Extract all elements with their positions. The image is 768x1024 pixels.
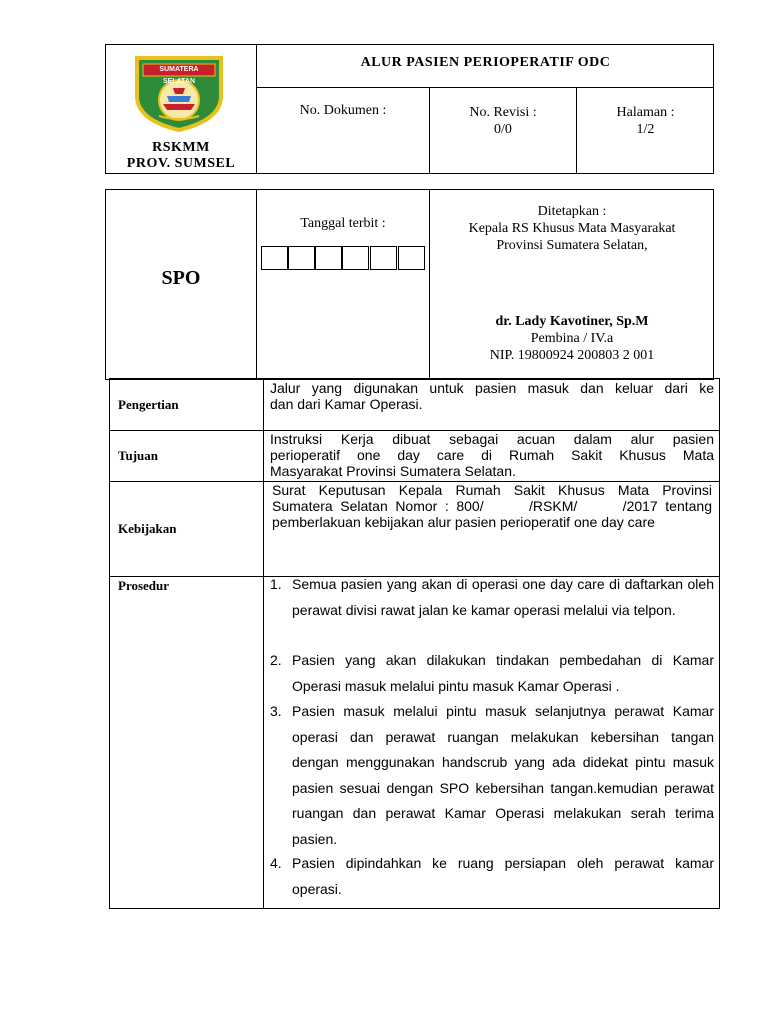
approval-label: Ditetapkan :: [537, 204, 607, 219]
procedure-item: [270, 648, 714, 699]
procedure-item: [270, 851, 714, 902]
date-cell: [261, 246, 288, 270]
spo-label: SPO: [161, 267, 201, 289]
tujuan-text-line1: Instruksi Kerja dibuat sebagai acuan dalam alur pasien: [270, 431, 714, 447]
procedure-text: Pasien masuk melalui pintu masuk selanjutnya perawat Kamar operasi dan perawat ruangan melakukan kebersihan tangan dengan menggunakan handscrub yang ada didekat pintu masuk pasien sesuai dengan SPO kebersihan tangan.kemudian perawat ruangan dan perawat Kamar Operasi melakukan serah terima pasien.: [292, 703, 714, 847]
org-name: RSKMM: [152, 140, 210, 155]
approver-title-line1: Kepala RS Khusus Mata Masyarakat: [468, 221, 676, 236]
date-cell: [288, 246, 315, 270]
pengertian-text-line2: dan dari Kamar Operasi.: [270, 396, 423, 412]
logo-text: SUMATERA SELATAN: [159, 66, 199, 85]
doc-number-label: No. Dokumen :: [299, 103, 387, 118]
approver-name: dr. Lady Kavotiner, Sp.M: [495, 314, 649, 329]
approver-rank: Pembina / IV.a: [530, 331, 614, 346]
hospital-logo: [133, 52, 225, 132]
procedure-number: 4.: [270, 855, 282, 871]
approver-nip: NIP. 19800924 200803 2 001: [489, 348, 655, 363]
procedure-item: [270, 699, 714, 852]
date-cell: [342, 246, 369, 270]
prosedur-label: Prosedur: [118, 578, 170, 593]
date-cell: [370, 246, 397, 270]
procedure-text: Semua pasien yang akan di operasi one day care di daftarkan oleh perawat divisi rawat jalan ke kamar operasi melalui via telpon.: [292, 576, 714, 618]
procedure-number: 2.: [270, 652, 282, 668]
org-province: PROV. SUMSEL: [126, 156, 236, 171]
kebijakan-text-line3: pemberlakuan kebijakan alur pasien perioperatif one day care: [272, 514, 655, 530]
date-cell: [398, 246, 425, 270]
issue-date-label: Tanggal terbit :: [300, 216, 386, 231]
kebijakan-label: Kebijakan: [118, 521, 177, 536]
procedure-number: 1.: [270, 576, 282, 592]
approver-title-line2: Provinsi Sumatera Selatan,: [496, 238, 648, 253]
kebijakan-text-line2: Sumatera Selatan Nomor : 800/ /RSKM/ /2017 tentang: [272, 498, 712, 514]
pengertian-label: Pengertian: [118, 397, 179, 412]
divider: [263, 378, 264, 909]
divider: [256, 87, 714, 88]
revision-value: 0/0: [494, 122, 512, 137]
document-title: ALUR PASIEN PERIOPERATIF ODC: [360, 55, 611, 70]
procedure-number: 3.: [270, 703, 282, 719]
procedure-text: Pasien dipindahkan ke ruang persiapan oleh perawat kamar operasi.: [292, 855, 714, 897]
procedure-text: Pasien yang akan dilakukan tindakan pembedahan di Kamar Operasi masuk melalui pintu masuk Kamar Operasi .: [292, 652, 714, 694]
page-label: Halaman :: [616, 105, 675, 120]
pengertian-text-line1: Jalur yang digunakan untuk pasien masuk dan keluar dari ke: [270, 380, 714, 396]
date-cell: [315, 246, 342, 270]
page-value: 1/2: [636, 122, 655, 137]
issue-date-boxes: [261, 246, 425, 270]
tujuan-label: Tujuan: [118, 448, 158, 463]
tujuan-text-line3: Masyarakat Provinsi Sumatera Selatan.: [270, 463, 516, 479]
kebijakan-text-line1: Surat Keputusan Kepala Rumah Sakit Khusus Mata Provinsi: [272, 482, 712, 498]
tujuan-text-line2: perioperatif one day care di Rumah Sakit Khusus Mata: [270, 447, 714, 463]
revision-label: No. Revisi :: [469, 105, 537, 120]
procedure-item: [270, 572, 714, 623]
